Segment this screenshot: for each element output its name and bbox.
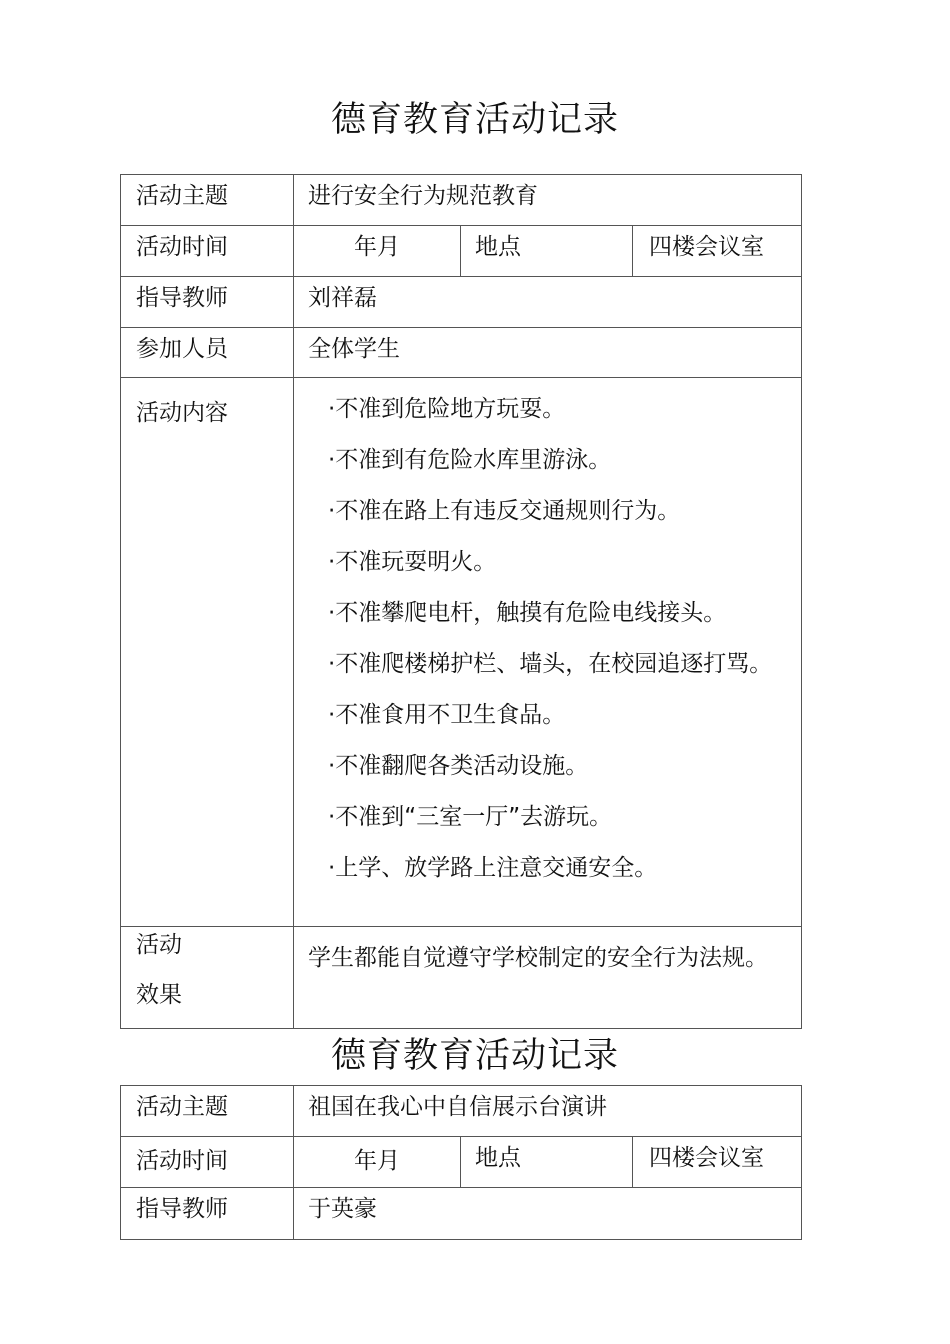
label-theme: 活动主题 [136,183,228,209]
label-location: 地点 [475,234,521,260]
row-time [121,1137,801,1188]
value-cell [294,277,801,327]
value-theme: 祖国在我心中自信展示台演讲 [308,1094,607,1120]
content-item: ·不准翻爬各类活动设施。 [328,753,589,779]
label-participants: 参加人员 [136,336,228,362]
value-date: 年月 [354,234,400,260]
label-cell [121,1137,294,1187]
label-cell [121,927,294,1028]
row-theme [121,1086,801,1137]
content-item: ·不准食用不卫生食品。 [328,702,566,728]
content-item: ·不准到“三室一厅”去游玩。 [328,804,613,830]
content-item: ·不准玩耍明火。 [328,549,497,575]
content-item: ·不准爬楼梯护栏、墙头，在校园追逐打骂。 [328,651,773,677]
row-teacher [121,1188,801,1239]
value-participants: 全体学生 [308,336,400,362]
label-theme: 活动主题 [136,1094,228,1120]
label-location: 地点 [475,1145,521,1171]
value-location: 四楼会议室 [649,234,764,260]
record-1-table [120,174,802,1029]
location-label-cell [461,226,633,276]
location-value-cell [633,226,801,276]
label-teacher: 指导教师 [136,285,228,311]
value-theme: 进行安全行为规范教育 [308,183,538,209]
location-label-cell [461,1137,633,1187]
label-time: 活动时间 [136,234,228,260]
value-cell [294,175,801,225]
content-cell [294,378,801,926]
value-cell [294,1086,801,1136]
content-item: ·不准到有危险水库里游泳。 [328,447,612,473]
date-cell [294,1137,461,1187]
value-location: 四楼会议室 [649,1145,764,1171]
record-1-title: 德育教育活动记录 [330,100,619,140]
value-cell [294,927,801,1028]
value-cell [294,1188,801,1239]
row-time [121,226,801,277]
record-2-title: 德育教育活动记录 [330,1036,619,1076]
label-cell [121,328,294,377]
label-cell [121,175,294,225]
label-cell [121,226,294,276]
value-teacher: 刘祥磊 [308,285,377,311]
location-value-cell [633,1137,801,1187]
label-cell [121,277,294,327]
label-cell [121,1188,294,1239]
record-2-table [120,1085,802,1240]
value-effect: 学生都能自觉遵守学校制定的安全行为法规。 [308,945,768,971]
label-content: 活动内容 [136,400,228,426]
content-item: ·上学、放学路上注意交通安全。 [328,855,658,881]
row-participants [121,328,801,378]
content-item: ·不准在路上有违反交通规则行为。 [328,498,681,524]
date-cell [294,226,461,276]
row-teacher [121,277,801,328]
row-effect [121,927,801,1028]
label-effect-2: 效果 [136,982,182,1008]
content-item: ·不准攀爬电杆，触摸有危险电线接头。 [328,600,727,626]
content-item: ·不准到危险地方玩耍。 [328,396,566,422]
label-effect-1: 活动 [136,932,182,958]
value-date: 年月 [354,1148,400,1174]
label-cell [121,378,294,926]
content-list [308,384,787,894]
row-content [121,378,801,927]
label-cell [121,1086,294,1136]
label-teacher: 指导教师 [136,1196,228,1222]
label-time: 活动时间 [136,1148,228,1174]
value-cell [294,328,801,377]
row-theme [121,175,801,226]
value-teacher: 于英豪 [308,1196,377,1222]
